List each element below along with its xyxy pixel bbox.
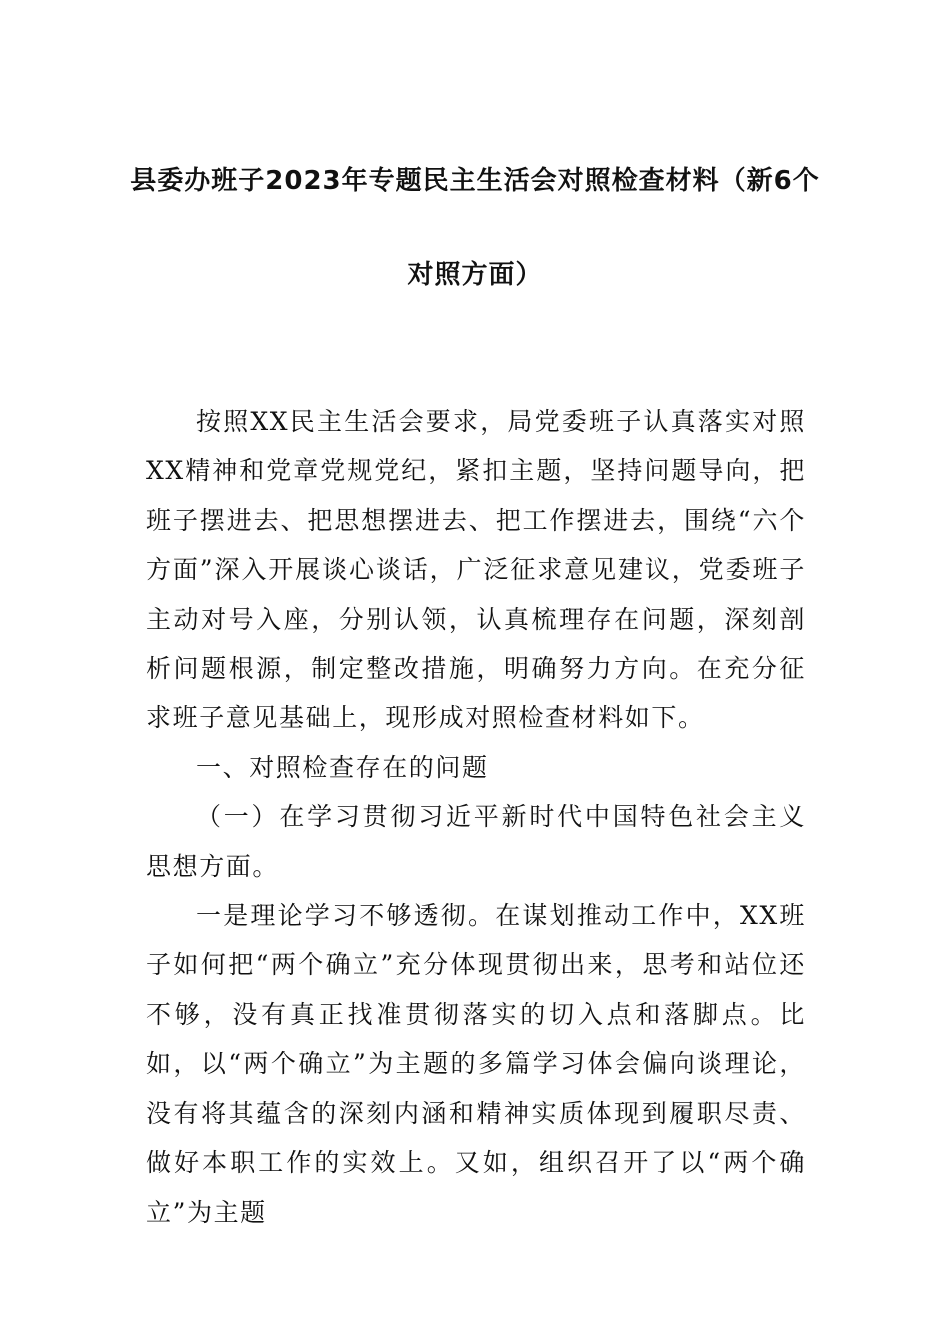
- document-title-line-1: 县委办班子2023年专题民主生活会对照检查材料（新6个: [130, 166, 820, 196]
- intro-paragraph: 按照XX民主生活会要求，局党委班子认真落实对照XX精神和党章党规党纪，紧扣主题，坚持问题导向，把班子摆进去、把思想摆进去、把工作摆进去，围绕“六个方面”深入开展谈心谈话，广泛征求意见建议，党委班子主动对号入座，分别认领，认真梳理存在问题，深刻剖析问题根源，制定整改措施，明确努力方向。在充分征求班子意见基础上，现形成对照检查材料如下。: [146, 407, 806, 733]
- body-paragraph: 一是理论学习不够透彻。在谋划推动工作中，XX班子如何把“两个确立”充分体现贯彻出来，思考和站位还不够，没有真正找准贯彻落实的切入点和落脚点。比如，以“两个确立”为主题的多篇学习体会偏向谈理论，没有将其蕴含的深刻内涵和精神实质体现到履职尽责、做好本职工作的实效上。又如，组织召开了以“两个确立”为主题: [146, 901, 806, 1227]
- document-body: [146, 397, 806, 1237]
- document-title-line-2: 对照方面）: [407, 260, 543, 290]
- section-heading: 一、对照检查存在的问题: [196, 752, 489, 782]
- subsection-heading: （一）在学习贯彻习近平新时代中国特色社会主义思想方面。: [146, 802, 806, 881]
